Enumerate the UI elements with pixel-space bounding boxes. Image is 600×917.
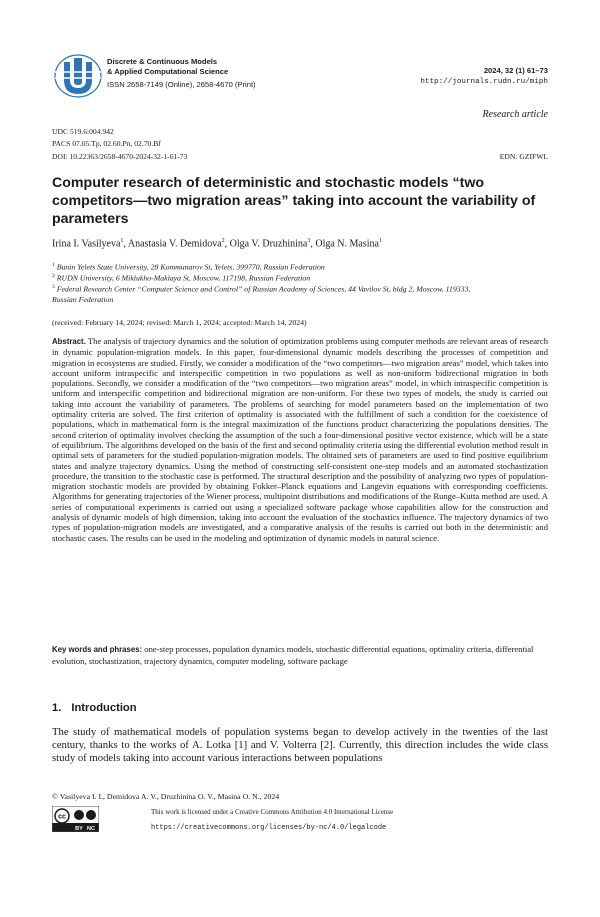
affiliation-text: Bunin Yelets State University, 28 Kommunarov St, Yelets, 399770, Russian Federation <box>56 262 325 272</box>
keywords <box>52 644 548 666</box>
affiliation-text: Federal Research Center “Computer Science and Control” of Russian Academy of Sciences, 44 Vavilov St, bldg 2, Moscow, 119333, Russian Federation <box>52 284 471 305</box>
author-affiliation-mark: 2 <box>221 238 225 244</box>
author-affiliation-mark: 1 <box>378 238 382 244</box>
author-affiliation-mark: 3 <box>307 238 311 244</box>
author-list <box>52 238 382 249</box>
author-name: Olga N. Masina <box>315 238 379 250</box>
author-name: Anastasia V. Demidova <box>127 238 222 250</box>
license-text: This work is licensed under a Creative Commons Attribution 4.0 International License <box>151 808 394 816</box>
section-number: 1. <box>52 702 62 714</box>
keywords-text: one-step processes, population dynamics models, stochastic differential equations, optimality criteria, differential evolution, stochastization, trajectory dynamics, computer modeling, software package <box>52 644 534 666</box>
keywords-label: Key words and phrases: <box>52 645 143 654</box>
cc-logo-text: cc <box>58 813 66 821</box>
journal-name <box>107 57 228 77</box>
cc-by-label: BY <box>75 826 83 832</box>
affiliation-text: RUDN University, 6 Miklukho-Maklaya St, Moscow, 117198, Russian Federation <box>56 273 311 283</box>
author-separator: , <box>123 238 128 250</box>
abstract <box>52 336 548 543</box>
affiliation-number: 3 <box>52 284 55 290</box>
no-dollar-icon <box>86 810 96 820</box>
abstract-label: Abstract. <box>52 337 86 346</box>
issue-info: 2024, 32 (1) 61–73 <box>483 66 548 75</box>
cc-nc-label: NC <box>87 826 95 832</box>
copyright: © Vasilyeva I. I., Demidova A. V., Druzhinina O. V., Masina O. N., 2024 <box>52 792 280 801</box>
affiliation-3 <box>52 282 472 306</box>
cc-license-badge[interactable] <box>52 806 99 832</box>
license-url[interactable]: https://creativecommons.org/licenses/by-nc/4.0/legalcode <box>151 824 387 832</box>
received-dates: (received: February 14, 2024; revised: March 1, 2024; accepted: March 14, 2024) <box>52 318 307 327</box>
author-separator: , <box>310 238 316 250</box>
journal-name-line1: Discrete & Continuous Models <box>107 57 218 66</box>
person-icon <box>74 810 84 820</box>
edn-code: EDN: GZIFWL <box>499 152 548 161</box>
author-name: Olga V. Druzhinina <box>229 238 308 250</box>
journal-url[interactable]: http://journals.rudn.ru/miph <box>420 78 548 86</box>
journal-issn: ISSN 2658-7149 (Online), 2658-4670 (Print) <box>107 80 256 89</box>
author-separator: , <box>224 238 230 250</box>
abstract-text: The analysis of trajectory dynamics and the solution of optimization problems using computer methods are relevant areas of research in dynamic population-migration models. In this paper, four-dimensional dynamic models describing the processes of competition and migration in ecosystems are studied. Firstly, we consider a modification of the “two competitors—two migration areas” model, which takes into account uniform intraspecific and interspecific competition in two populations as well as non-uniform bidirectional migration in both populations. Secondly, we consider a modification of the “two competitors—two migration areas” model, in which intraspecific competition is uniform and interspecific competition and bidirectional migration are non-uniform. For these two types of models, the study is carried out taking into account the variability of parameters. The problems of searching for model parameters based on the implementation of two optimality criteria are solved. The first criterion of optimality is associated with the fulfillment of such a condition for the coexistence of populations, which in mathematical form is the integral maximization of the functions product characterizing the populations densities. The second criterion of optimality involves checking the assumption of the such a four-dimensional positive vector existence, which will be a state of equilibrium. The algorithms developed on the basis of the first and second optimality criteria using the differential evolution method result in optimal sets of parameters for the studied population-migration models. The obtained sets of parameters are used to find positive equilibrium states and analyze trajectory dynamics. Using the method of constructing self-consistent one-step models and an automated stochastization procedure, the transition to the stochastic case is performed. The structural description and the possibility of analyzing two types of population-migration stochastic models are provided by obtaining Fokker–Planck equations and Langevin equations with corresponding coefficients. Algorithms for generating trajectories of the Wiener process, multipoint distributions and modifications of the Runge–Kutta method are used. A series of computational experiments is carried out using a specialized software package whose capabilities allow for the construction and analysis of dynamic models of high dimension, taking into account the evaluation of the stochastics influence. The trajectory dynamics of two types of population-migration models are investigated, and a comparative analysis of the results is carried out both in the deterministic and stochastic cases. The results can be used in the modeling and optimization of dynamic models in natural science. <box>52 336 548 543</box>
author-name: Irina I. Vasilyeva <box>52 238 121 250</box>
udc-code: UDC 519.6:004.942 <box>52 127 114 136</box>
journal-logo <box>52 52 104 100</box>
affiliation-number: 2 <box>52 273 55 279</box>
author-affiliation-mark: 1 <box>120 238 124 244</box>
doi[interactable]: DOI: 10.22363/2658-4670-2024-32-1-61-73 <box>52 152 188 161</box>
article-type: Research article <box>482 109 548 120</box>
affiliation-number: 1 <box>52 262 55 268</box>
section-heading <box>52 702 137 714</box>
section-title: Introduction <box>71 702 137 714</box>
intro-paragraph: The study of mathematical models of population systems began to develop actively in the twenties of the last century, thanks to the works of A. Lotka [1] and V. Volterra [2]. Currently, this direction includes the wide class study of models taking into account various interactions between populations <box>52 726 548 765</box>
paper-title: Computer research of deterministic and stochastic models “two competitors—two migration areas” taking into account the variability of parameters <box>52 175 536 227</box>
journal-name-line2: & Applied Computational Science <box>107 67 229 76</box>
pacs-code: PACS 07.05.Tp, 02.60.Pn, 02.70.Bf <box>52 139 161 148</box>
